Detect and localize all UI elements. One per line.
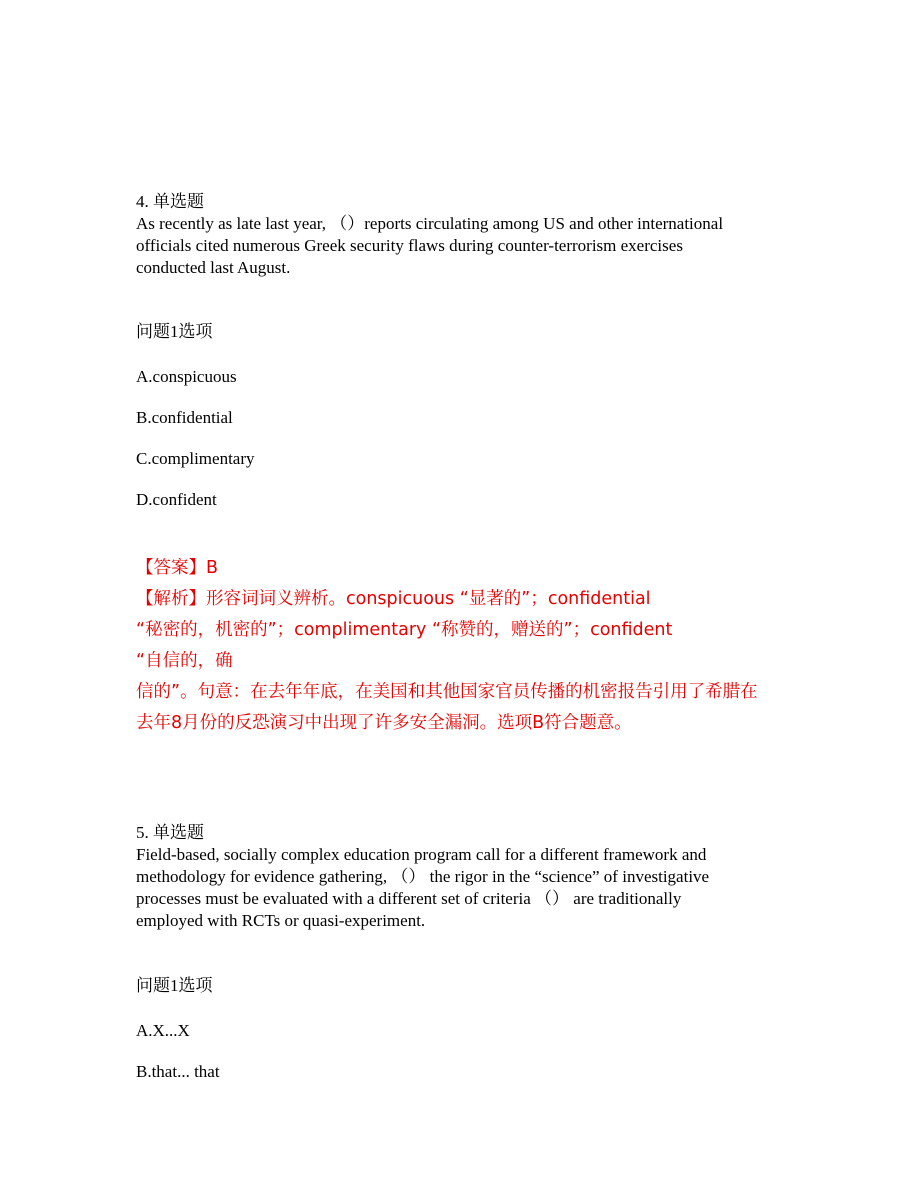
- options-label: 问题1选项: [136, 976, 213, 995]
- question-number: 5. 单选题: [136, 823, 204, 842]
- question-number: 4. 单选题: [136, 192, 204, 211]
- question-5-options-label: [136, 975, 796, 997]
- question-4: [136, 191, 796, 279]
- question-text-line: methodology for evidence gathering, （） the rigor in the “science” of investigative: [136, 867, 710, 886]
- question-text-line: officials cited numerous Greek security flaws during counter-terrorism exercises: [136, 236, 683, 255]
- option-a: A.X...X: [136, 1021, 190, 1040]
- answer-line: 【解析】形容词词义辨析。conspicuous “显著的”；confidential: [136, 589, 651, 609]
- answer-line: 去年8月份的反恐演习中出现了许多安全漏洞。选项B符合题意。: [136, 713, 632, 733]
- option-b: B.confidential: [136, 408, 233, 427]
- question-text-line: As recently as late last year, （）reports circulating among US and other international: [136, 214, 724, 233]
- question-text-line: employed with RCTs or quasi-experiment.: [136, 911, 426, 930]
- answer-line: 【答案】B: [136, 558, 219, 578]
- answer-line: “秘密的，机密的”；complimentary “称赞的，赠送的”；confident: [136, 620, 673, 640]
- option-a: A.conspicuous: [136, 367, 237, 386]
- question-4-options-label: [136, 321, 796, 343]
- question-5-options: [136, 1020, 796, 1090]
- question-text-line: processes must be evaluated with a different set of criteria （） are traditionally: [136, 889, 682, 908]
- question-4-options: [136, 366, 796, 516]
- question-text-line: Field-based, socially complex education program call for a different framework and: [136, 845, 707, 864]
- option-b: B.that... that: [136, 1062, 220, 1081]
- answer-explanation: [136, 553, 796, 739]
- question-5: [136, 822, 796, 932]
- answer-line: “自信的，确: [136, 651, 233, 671]
- question-text-line: conducted last August.: [136, 258, 291, 277]
- option-d: D.confident: [136, 490, 217, 509]
- answer-line: 信的”。句意：在去年年底，在美国和其他国家官员传播的机密报告引用了希腊在: [136, 682, 758, 702]
- option-c: C.complimentary: [136, 449, 255, 468]
- options-label: 问题1选项: [136, 322, 213, 341]
